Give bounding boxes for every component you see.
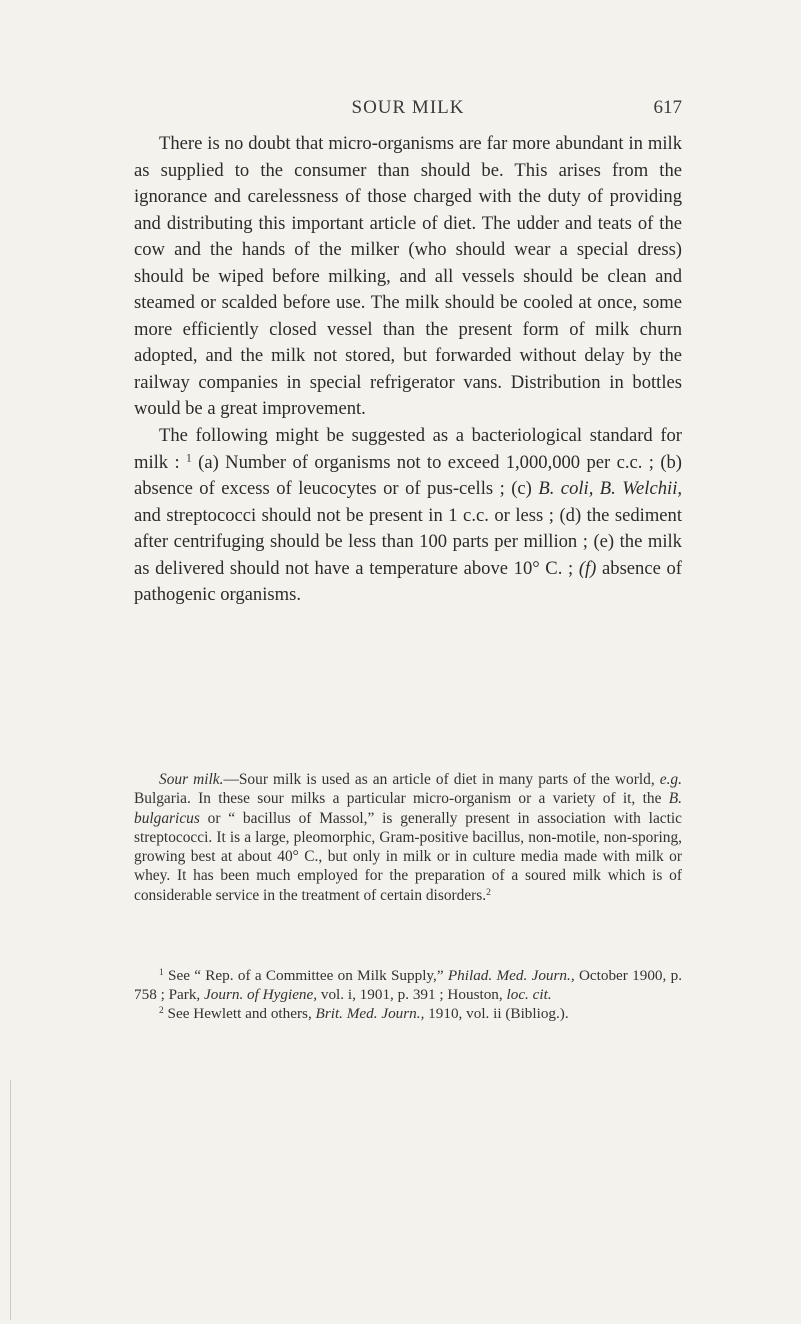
item-e-label: (e): [593, 531, 615, 553]
sour-milk-eg: e.g.: [659, 771, 682, 788]
page-header: [134, 97, 682, 121]
footnote-1-journal-1: Philad. Med. Journ.,: [447, 967, 575, 984]
footnote-ref-1: 1: [186, 452, 192, 465]
item-f-text: absence of pathogenic organisms.: [134, 557, 682, 606]
page-number: 617: [653, 97, 682, 118]
sour-milk-section: [134, 770, 682, 905]
sour-milk-heading: Sour milk.: [159, 771, 224, 788]
running-title: SOUR MILK: [351, 97, 465, 118]
sour-milk-text-3: or “ bacillus of Massol,” is generally present in association with lactic streptococci. It is a large, pleomorphic, Gram-positive bacillus, non-motile, non-sporing, growing best at about 40° C., but only in milk or in culture media made with milk or whey. It has been much employed for the preparation of a soured milk which is of considerable service in the treatment of certain disorders.: [134, 809, 682, 904]
organism-name: B. bulgaricus: [134, 790, 682, 827]
footnote-2-journal: Brit. Med. Journ.,: [315, 1005, 425, 1023]
item-a-text: Number of organisms not to exceed 1,000,000 per c.c. ;: [225, 451, 654, 473]
footnotes: [134, 966, 682, 1024]
main-text: [134, 131, 682, 609]
footnote-1-mark: 1: [159, 967, 164, 978]
item-b-label: (b): [660, 451, 682, 473]
item-f-label: (f): [578, 557, 597, 579]
sour-milk-text-1: —Sour milk is used as an article of diet in many parts of the world,: [223, 771, 655, 788]
item-e-text: the milk as delivered should not have a temperature above 10° C. ;: [134, 531, 682, 579]
page-edge-shadow: [10, 1080, 11, 1320]
sour-milk-text-2: Bulgaria. In these sour milks a particular micro-organism or a variety of it, the: [134, 790, 662, 808]
sour-milk-paragraph: [134, 770, 682, 905]
footnote-2-text-1: See Hewlett and others,: [167, 1005, 312, 1023]
paragraph-milk-contamination: There is no doubt that micro-organisms are far more abundant in milk as supplied to the consumer than should be. This arises from the ignorance and carelessness of those charged with the duty of providing and distributing this important article of diet. The udder and teats of the cow and the hands of the milker (who should wear a special dress) should be wiped before milking, and all vessels should be clean and steamed or scalded before use. The milk should be cooled at once, some more efficiently closed vessel than the present form of milk churn adopted, and the milk not stored, but forwarded without delay by the railway companies in special refrigerator vans. Distribution in bottles would be a great improvement.: [134, 133, 682, 420]
standard-intro: The following might be suggested as a bacteriological standard for milk :: [134, 425, 682, 473]
footnote-2-mark: 2: [159, 1006, 164, 1017]
item-c-label: (c): [511, 478, 532, 500]
item-c-organisms: B. coli, B. Welchii,: [538, 478, 683, 500]
item-c-text: and streptococci should not be present in 1 c.c. or less ;: [134, 504, 554, 526]
item-d-text: the sediment after centrifuging should be less than 100 parts per million ;: [134, 504, 683, 553]
footnote-ref-2: 2: [486, 886, 491, 898]
footnote-2-text-2: 1910, vol. ii (Bibliog.).: [428, 1005, 569, 1023]
item-a-label: (a): [198, 451, 219, 473]
footnote-2: [134, 1004, 682, 1023]
footnote-1-text-2: October 1900, p. 758 ; Park,: [134, 967, 683, 1004]
footnote-1: [134, 966, 682, 1004]
footnote-1-loc-cit: loc. cit.: [506, 986, 552, 1004]
footnote-1-journal-2: Journ. of Hygiene,: [204, 986, 318, 1004]
item-d-label: (d): [559, 504, 582, 526]
item-b-text: absence of excess of leucocytes or of pus-cells ;: [134, 478, 505, 500]
footnote-1-text-3: vol. i, 1901, p. 391 ; Houston,: [320, 986, 503, 1004]
paragraph-bacteriological-standard: [134, 423, 682, 609]
footnote-1-text-1: See “ Rep. of a Committee on Milk Supply,”: [168, 967, 444, 984]
